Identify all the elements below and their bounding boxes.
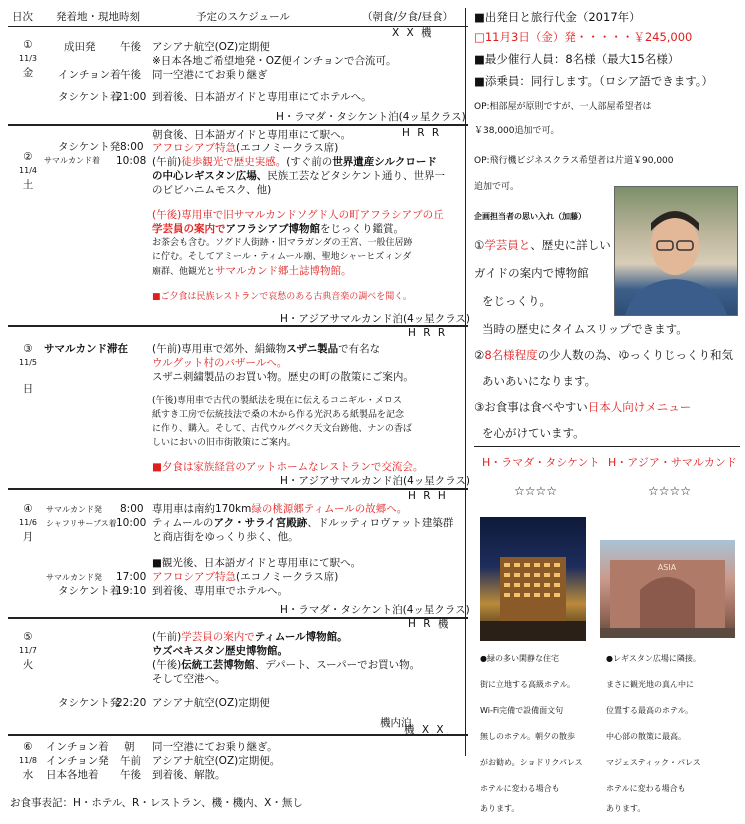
- hotel2-desc-last: あります。: [606, 804, 646, 813]
- min-people: ■最少催行人員：8名様（最大15名様）: [474, 52, 680, 66]
- price-line: □11月3日（金）発・・・・・￥245,000: [474, 30, 693, 44]
- day4-place2: シャフリサーブス着: [46, 519, 117, 528]
- day5-divider: [8, 734, 468, 736]
- day4-num: ④: [23, 503, 33, 515]
- day2-train: アフロシアブ特急(エコノミークラス席): [152, 142, 339, 154]
- day3-dinner: ■夕食は家族経営のアットホームなレストランで交流会。: [152, 461, 424, 473]
- day4-divider: [8, 617, 468, 619]
- day5-hotel: 機内泊: [380, 717, 412, 729]
- day3-place: サマルカンド滞在: [44, 343, 128, 355]
- point2-line2: あいあいになります。: [482, 374, 597, 388]
- day3-date: 11/5: [19, 358, 37, 367]
- day2-afternoon-line2: 学芸員の案内でアフラシアブ博物館をじっくり鑑賞。: [152, 223, 404, 235]
- day4-time3: 17:00: [116, 571, 147, 583]
- day5-line4: そして空港へ。: [152, 673, 226, 685]
- day2-text1: 朝食後、日本語ガイドと専用車にて駅へ。: [152, 129, 352, 141]
- day2-date: 11/4: [19, 166, 37, 175]
- day5-weekday: 火: [22, 659, 34, 671]
- price-title: ■出発日と旅行代金（2017年）: [474, 10, 641, 24]
- option1-line2: ￥38,000追加で可。: [474, 126, 560, 136]
- point3-line1: ③お食事は食べやすい日本人向けメニュー: [474, 400, 692, 414]
- point1-line1: ①学芸員と、歴史に詳しい: [474, 238, 611, 252]
- day4-text4: 到着後、専用車でホテルへ。: [152, 585, 288, 597]
- day2-num: ②: [23, 151, 33, 163]
- meal-legend: お食事表記：H・ホテル、R・レストラン、機・機内、X・無し: [10, 797, 303, 809]
- day3-morning-line1: (午前)専用車で郊外、絹織物スザニ製品で有名な: [152, 343, 381, 355]
- day1-place1: 成田発: [64, 41, 96, 53]
- day3-divider: [8, 488, 468, 490]
- day6-place1: インチョン着: [46, 741, 109, 753]
- header-day: 日次: [12, 11, 33, 23]
- day3-afternoon-line1: (午後)専用車で古代の製紙法を現在に伝えるコニギル・メロス: [152, 396, 402, 406]
- hotel1-photo-graphic: [480, 517, 586, 641]
- hotel1-desc-line: ●緑の多い閑静な住宅: [480, 654, 559, 663]
- hotel1-desc-line: 無しのホテル。朝夕の散歩: [480, 732, 575, 741]
- day3-weekday: 日: [22, 383, 34, 395]
- day6-time2: 午前: [120, 755, 141, 767]
- day4-text2: ティムールのアク・サライ宮殿跡、ドルッティロヴァット建築群: [152, 517, 454, 529]
- day4-train: アフロシアブ特急(エコノミークラス席): [152, 571, 339, 583]
- day3-num: ③: [23, 343, 33, 355]
- day2-afternoon-line1: (午後)専用車で旧サマルカンドソグド人の町アフラシアブの丘: [152, 209, 444, 221]
- day6-date: 11/8: [19, 756, 37, 765]
- day4-transfer: ■観光後、日本語ガイドと専用車にて駅へ。: [152, 557, 362, 569]
- day4-text2-line2: と商店街をゆっくり歩く、他。: [152, 531, 299, 543]
- day5-line1: (午前)学芸員の案内でティムール博物館。: [152, 631, 348, 643]
- day5-date: 11/7: [19, 646, 37, 655]
- day2-morning-line1: (午前)徒歩観光で歴史実感。(すぐ前の世界遺産シルクロード: [152, 156, 437, 168]
- day1-hotel: H・ラマダ・タシケント泊(4ッ星クラス): [276, 111, 466, 123]
- hotel-divider: [474, 446, 740, 447]
- day3-hotel: H・アジアサマルカンド泊(4ッ星クラス): [280, 475, 471, 487]
- hotel2-name: H・アジア・サマルカンド: [608, 456, 737, 469]
- day6-text2: アシアナ航空(OZ)定期便。: [152, 755, 281, 767]
- hotel2-desc-line: 位置する最高のホテル。: [606, 706, 693, 715]
- day3-afternoon-line3: に作り、購入。そして、古代ウルグベク天文台跡他、ナンの香ば: [152, 424, 412, 434]
- day6-num: ⑥: [23, 741, 33, 753]
- hotel1-photo: [480, 517, 586, 641]
- hotel2-photo-graphic: [600, 540, 735, 638]
- day1-place3: タシケント着: [58, 91, 121, 103]
- day2-morning-line2: の中心レギスタン広場、民族工芸などタシケント通り、世界一: [152, 170, 446, 182]
- day1-date: 11/3: [19, 54, 37, 63]
- day1-weekday: 金: [22, 67, 34, 79]
- day1-meals: X X 機: [392, 27, 434, 39]
- day5-num: ⑤: [23, 631, 33, 643]
- day4-place1: サマルカンド発: [46, 505, 102, 514]
- day2-afternoon-line4: に佇む。そしてアミール・ティムール廟、聖地シャーヒズィンダ: [152, 252, 412, 262]
- day1-num: ①: [23, 39, 33, 51]
- day6-text3: 到着後、解散。: [152, 769, 226, 781]
- hotel2-desc-line: 中心部の散策に最高。: [606, 732, 686, 741]
- hotel2-sign: ASIA: [657, 563, 677, 572]
- day4-hotel: H・ラマダ・タシケント泊(4ッ星クラス): [280, 604, 470, 616]
- day2-afternoon-line3: お茶会も含む。ソグド人街跡・旧マラガンダの王宮、一般住居跡: [152, 238, 413, 248]
- hotel2-desc-line: まさに観光地の真ん中に: [606, 680, 694, 689]
- hotel2-desc: [606, 646, 701, 802]
- day6-time3: 午後: [120, 769, 141, 781]
- planner-title: 企画担当者の思い入れ（加藤）: [474, 212, 586, 221]
- day6-text1: 同一空港にてお乗り継ぎ。: [152, 741, 278, 753]
- hotel2-desc-line: マジェスティック・パレス: [606, 758, 701, 767]
- day2-morning-line3: のビビハニムモスク、他): [152, 184, 272, 196]
- hotel1-desc-last: あります。: [480, 804, 520, 813]
- column-divider: [465, 8, 466, 756]
- hotel2-photo: [600, 540, 735, 638]
- day6-time1: 朝: [124, 741, 135, 753]
- day3-morning-line3: スザニ刺繍製品のお買い物。歴史の町の散策にご案内。: [152, 371, 414, 383]
- point3-line2: を心がけています。: [482, 426, 585, 440]
- day5-line2: ウズベキスタン歴史博物館。: [152, 645, 288, 657]
- point1-line4: 当時の歴史にタイムスリップできます。: [482, 322, 688, 336]
- day2-divider: [8, 325, 468, 327]
- option2-line1: OP:飛行機ビジネスクラス希望者は片道￥90,000: [474, 156, 674, 166]
- day2-place1: タシケント発: [58, 141, 121, 153]
- point1-line3: をじっくり。: [482, 294, 551, 308]
- day1-time3: 21:00: [116, 91, 147, 103]
- day6-place3: 日本各地着: [46, 769, 99, 781]
- day3-afternoon-line4: しいにおいの旧市街散策にご案内。: [152, 438, 297, 448]
- day2-dinner: ■ご夕食は民族レストランで哀愁のある古典音楽の調べを聞く。: [152, 292, 413, 302]
- day2-place2: サマルカンド着: [44, 156, 100, 165]
- hotel1-desc-line: ホテルに変わる場合も: [480, 784, 560, 793]
- option1-line1: OP:相部屋が原則ですが、一人部屋希望者は: [474, 102, 652, 112]
- hotel1-name: H・ラマダ・タシケント: [482, 456, 600, 469]
- day4-time4: 19:10: [116, 585, 147, 597]
- day2-afternoon-line5: 廟群、他観光とサマルカンド郷土誌博物館。: [152, 265, 352, 277]
- day3-meals: H R R: [408, 327, 448, 339]
- day3-afternoon-line2: 紙すき工房で伝統技法で桑の木から作る光沢ある紙製品を記念: [152, 410, 405, 420]
- day1-time1: 午後: [120, 41, 141, 53]
- hotel1-desc-line: がお勧め。ショドリクパレス: [480, 758, 583, 767]
- day1-place2: インチョン着: [58, 69, 121, 81]
- day5-text1: アシアナ航空(OZ)定期便: [152, 697, 270, 709]
- escort: ■添乗員：同行します。（ロシア語できます。）: [474, 74, 714, 88]
- hotel2-stars: ☆☆☆☆: [648, 484, 692, 498]
- day5-line3: (午後)伝統工芸博物館、デパート、スーパーでお買い物。: [152, 659, 421, 671]
- day6-weekday: 水: [22, 769, 34, 781]
- hotel2-desc-line: ホテルに変わる場合も: [606, 784, 686, 793]
- option2-line2: 追加で可。: [474, 182, 520, 192]
- day6-meals: 機 X X: [404, 724, 446, 736]
- point2-line1: ②8名様程度の少人数の為、ゆっくりじっくり和気: [474, 348, 734, 362]
- day4-place4: タシケント着: [58, 585, 121, 597]
- day1-divider: [8, 124, 468, 126]
- day4-text1: 専用車は南約170km緑の桃源郷ティムールの故郷へ。: [152, 503, 408, 515]
- day1-time2: 午後: [120, 69, 141, 81]
- day4-meals: H R H: [408, 490, 448, 502]
- day2-weekday: 土: [22, 179, 34, 191]
- header-schedule: 予定のスケジュール: [196, 11, 290, 23]
- hotel1-desc-line: 街に立地する高級ホテル。: [480, 680, 575, 689]
- day4-time2: 10:00: [116, 517, 147, 529]
- day1-text1: アシアナ航空(OZ)定期便: [152, 41, 270, 53]
- header-place: 発着地・現地時刻: [56, 11, 140, 23]
- point1-line2: ガイドの案内で博物館: [474, 266, 589, 280]
- day4-weekday: 月: [22, 531, 34, 543]
- day5-meals: H R 機: [408, 618, 451, 630]
- day2-time2: 10:08: [116, 155, 147, 167]
- day6-place2: インチョン発: [46, 755, 109, 767]
- header-meal: （朝食/夕食/昼食）: [362, 11, 454, 23]
- day3-morning-line2: ウルグット村のバザールへ。: [152, 357, 288, 369]
- day2-time1: 8:00: [120, 141, 144, 153]
- hotel1-stars: ☆☆☆☆: [514, 484, 558, 498]
- day2-hotel: H・アジアサマルカンド泊(4ッ星クラス): [280, 313, 471, 325]
- hotel1-desc: [480, 646, 583, 802]
- day5-place1: タシケント発: [58, 697, 121, 709]
- day4-time1: 8:00: [120, 503, 144, 515]
- day4-place3: サマルカンド発: [46, 573, 102, 582]
- day4-date: 11/6: [19, 518, 37, 527]
- day2-meals: H R R: [402, 127, 442, 139]
- day1-text2: 同一空港にてお乗り継ぎ: [152, 69, 268, 81]
- day5-time1: 22:20: [116, 697, 147, 709]
- day1-text3: 到着後、日本語ガイドと専用車にてホテルへ。: [152, 91, 372, 103]
- hotel1-desc-line: Wi-Fi完備で設備面文句: [480, 706, 564, 715]
- day1-note: ※日本各地ご希望地発・OZ便インチョンで合流可。: [152, 55, 397, 67]
- hotel2-desc-line: ●レギスタン広場に隣接。: [606, 654, 701, 663]
